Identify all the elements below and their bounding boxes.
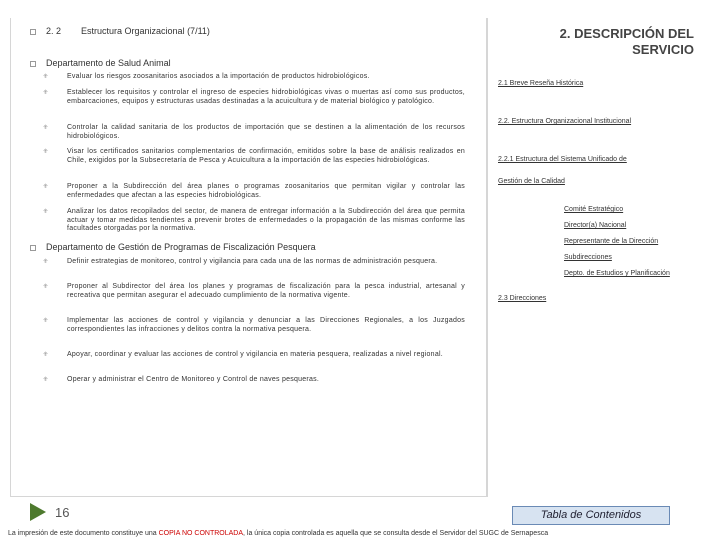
bullet-icon	[30, 245, 36, 251]
department-title: Departamento de Salud Animal	[46, 58, 171, 68]
bullet-icon	[30, 61, 36, 67]
sub-bullet-icon: ⁜	[43, 149, 49, 155]
link-breve-resena[interactable]: 2.1 Breve Reseña Histórica	[498, 80, 584, 87]
list-item	[43, 124, 465, 141]
department-heading	[30, 58, 171, 68]
sub-bullet-icon: ⁜	[43, 377, 49, 383]
department-heading	[30, 242, 316, 252]
next-arrow-icon[interactable]	[30, 503, 46, 521]
sub-bullet-icon: ⁜	[43, 209, 49, 215]
list-item-text: Operar y administrar el Centro de Monitoreo y Control de naves pesqueras.	[67, 376, 320, 383]
list-item-text: Definir estrategias de monitoreo, control y vigilancia para cada una de las normas de administración pesquera.	[67, 258, 438, 265]
list-item-text: Visar los certificados sanitarios complementarios de confirmación, emitidos sobre la base de análisis realizados en Chile, exigidos por la Subsecretaría de Pesca y Acuicultura a la importación de las especies hidrobiológicas.	[67, 148, 465, 164]
sub-bullet-icon: ⁜	[43, 352, 49, 358]
list-item-text: Establecer los requisitos y controlar el ingreso de especies hidrobiológicas vivas o muertas así como sus productos, embarcaciones, equipos y estructuras usadas destinadas a la acuicultura y de material biológico y patológico.	[67, 89, 465, 105]
list-item	[43, 73, 465, 82]
section-title: Estructura Organizacional (7/11)	[81, 26, 210, 36]
list-item-text: Proponer a la Subdirección del área planes o programas zoosanitarios que permitan vigilar y controlar las enfermedades que afectan a las especies hidrobiológicas.	[67, 183, 465, 199]
page-number: 16	[55, 505, 70, 520]
sub-bullet-icon: ⁜	[43, 184, 49, 190]
list-item-text: Proponer al Subdirector del área los planes y programas de fiscalización para la pesca industrial, artesanal y recreativa que permitan asegurar el adecuado cumplimiento de la normativa vigente.	[67, 283, 465, 299]
section-heading	[30, 26, 210, 36]
footer-notice-highlight: COPIA NO CONTROLADA	[158, 530, 244, 537]
list-item	[43, 317, 465, 334]
link-comite-estrategico[interactable]: Comité Estratégico	[564, 206, 624, 213]
sub-bullet-icon: ⁜	[43, 74, 49, 80]
link-depto-estudios[interactable]: Depto. de Estudios y Planificación	[564, 270, 670, 277]
department-title: Departamento de Gestión de Programas de Fiscalización Pesquera	[46, 242, 316, 252]
sidebar-title-line: 2. DESCRIPCIÓN DEL	[559, 26, 694, 41]
link-subdirecciones[interactable]: Subdirecciones	[564, 254, 612, 261]
link-director-nacional[interactable]: Director(a) Nacional	[564, 222, 627, 229]
list-item-text: Controlar la calidad sanitaria de los productos de importación que se destinen a la alimentación de los recursos hidrobiológicos.	[67, 124, 465, 140]
list-item	[43, 351, 465, 360]
link-representante-direccion[interactable]: Representante de la Dirección	[564, 238, 659, 245]
list-item-text: Implementar las acciones de control y vigilancia y denunciar a las Direcciones Regionales, a los Juzgados correspondientes las infracciones y delitos contra la normativa pesquera.	[67, 317, 465, 333]
footer-notice	[8, 530, 712, 537]
list-item	[43, 208, 465, 234]
sub-bullet-icon: ⁜	[43, 90, 49, 96]
list-item	[43, 258, 465, 267]
footer-notice-suffix: , la única copia controlada es aquella que se consulta desde el Servidor del SUGC de Sernapesca	[243, 530, 549, 537]
list-item-text: Analizar los datos recopilados del sector, de manera de entregar información a la Subdirección del área que permita actuar y tomar medidas tendientes a prevenir brotes de enfermedades o la propagación de las mismas conforme las facultades otorgadas por la normativa.	[67, 208, 465, 232]
sub-bullet-icon: ⁜	[43, 284, 49, 290]
link-direcciones[interactable]: 2.3 Direcciones	[498, 295, 547, 302]
section-number: 2. 2	[46, 26, 62, 36]
list-item	[43, 183, 465, 200]
list-item-text: Apoyar, coordinar y evaluar las acciones de control y vigilancia en materia pesquera, realizadas a nivel regional.	[67, 351, 443, 358]
bullet-icon	[30, 29, 36, 35]
sidebar-title-line: SERVICIO	[632, 42, 694, 57]
sidebar-title	[560, 26, 694, 58]
link-gestion-calidad[interactable]: Gestión de la Calidad	[498, 178, 565, 185]
list-item	[43, 376, 465, 385]
divider-line	[486, 18, 487, 496]
list-item	[43, 283, 465, 300]
sub-bullet-icon: ⁜	[43, 318, 49, 324]
list-item-text: Evaluar los riesgos zoosanitarios asociados a la importación de productos hidrobiológicos.	[67, 73, 370, 80]
footer-notice-prefix: La impresión de este documento constituye una	[8, 530, 157, 537]
sub-bullet-icon: ⁜	[43, 125, 49, 131]
list-item	[43, 89, 465, 106]
link-estructura-sugc[interactable]: 2.2.1 Estructura del Sistema Unificado de	[498, 156, 627, 163]
sub-bullet-icon: ⁜	[43, 259, 49, 265]
table-of-contents-button[interactable]: Tabla de Contenidos	[512, 506, 670, 525]
link-estructura-institucional[interactable]: 2.2. Estructura Organizacional Institucional	[498, 118, 632, 125]
list-item	[43, 148, 465, 165]
